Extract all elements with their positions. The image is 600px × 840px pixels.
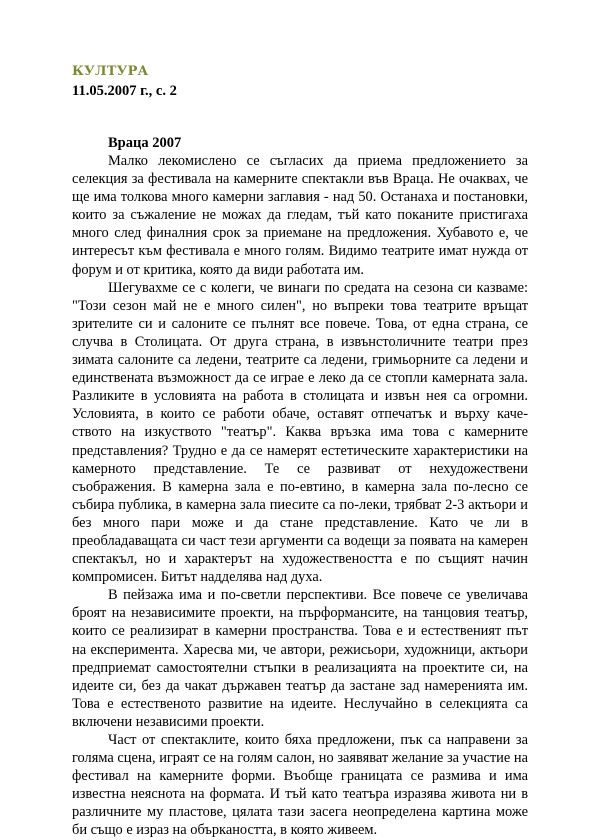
article-paragraph: Част от спектаклите, които бяха предложени, пък са направени за голяма сцена, играят се на голям салон, но заявяват желание за участие на фестивал на камерните форми. Въобще границата се размива и има известна неяснота на формата. И тъй като театъра изразява живота ни в различните му пластове, цялата тази засега неопределена картина може би също е израз на объркаността, в която живеем. [72, 732, 528, 839]
article-body [72, 152, 528, 840]
article-paragraph: В пейзажа има и по-светли перспективи. Все повече се увеличава броят на независимите проекти, на пърформансите, на танцовия театър, които се реализират в камерни пространства. Това е и естественият път на експеримента. Харесва ми, че автори, режисьори, художници, актьори предприемат самостоятелни стъпки в реализацията на проектите си, на идеите си, без да чакат държавен театър да застане зад намеренията им. Това е естественото развитие на идеите. Неслучайно в селекцията са включени независими проекти. [72, 587, 528, 730]
article-title: Враца 2007 [108, 135, 182, 151]
article-paragraph: Шегувахме се с колеги, че винаги по средата на сезона си казваме: "Този сезон май не е много силен", но въпреки това театрите връщат зрителите си и салоните се пълнят все повече. Това, от една страна, се случва в Столицата. От друга страна, в извънстоличните театри през зимата салоните са ледени, театрите са ледени, гримьорните са ледени и единствената възможност да се играе е леко да се стопли камерната зала. Разликите в условията на работа в столицата и извън нея са огромни. Условията, в които се работи обаче, оставят отпечатък и върху каче-ството на изкуството "театър". Каква връзка има това с камерните представления? Трудно е да се намерят естетическите характеристики на камерното представление. Те се развиват от нехудожествени съображения. В камерна зала е по-евтино, в камерна зала по-лесно се събира публика, в камерна зала пиесите са по-леки, трябват 2-3 актьори и без много пари може и да стане представление. Като че ли в преобладаващата си част тези аргументи са водещи за появата на камерен спектакъл, но и характерът на художествеността е по същият начин компромисен. Битът надделява над духа. [72, 279, 528, 586]
publication-date: 11.05.2007 г., с. 2 [72, 83, 177, 99]
publication-name: КУЛТУРА [72, 64, 149, 79]
document-page [72, 64, 528, 840]
article-paragraph: Малко лекомислено се съгласих да приема предложението за селекция за фестивала на камерните спектакли във Враца. Не очаквах, че ще има толкова много камерни заглавия - над 50. Останаха и постановки, които за съжаление не можах да гледам, тъй като поканите пристигаха много след финалния срок за приемане на предложения. Хубавото е, че интересът към фестивала е много голям. Видимо театрите имат нужда от форум и от критика, която да види работата им. [72, 153, 528, 278]
